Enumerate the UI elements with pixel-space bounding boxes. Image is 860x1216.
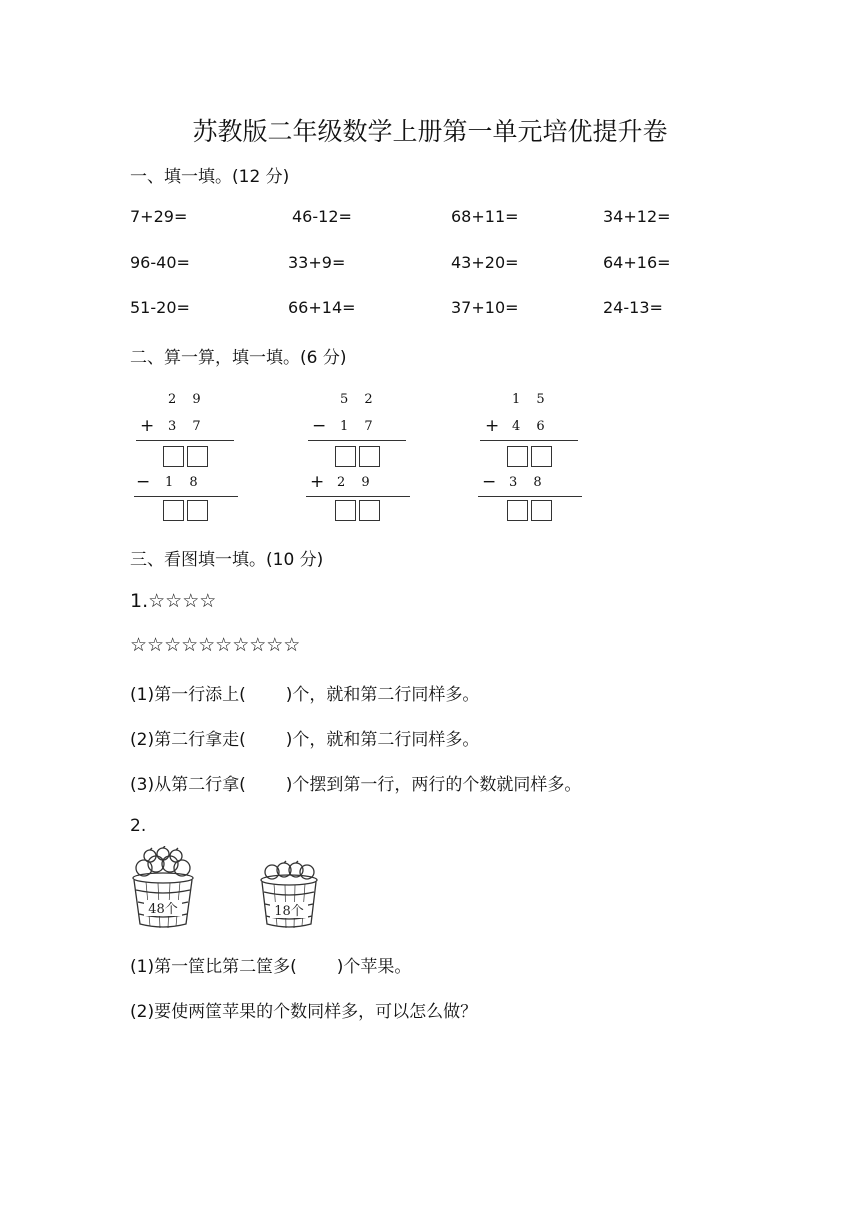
section1-heading: 一、填一填。(12 分)	[130, 167, 290, 187]
apple-basket-icon	[130, 846, 196, 930]
problem2-n1: 1 7	[340, 419, 379, 434]
answer-box[interactable]	[507, 446, 528, 467]
problem2-op1: −	[312, 416, 327, 436]
problem3-n1: 4 6	[512, 419, 551, 434]
problem3-top: 1 5	[512, 392, 551, 407]
answer-box[interactable]	[335, 446, 356, 467]
problem1-op1: +	[140, 416, 155, 436]
apple-basket-icon	[256, 846, 322, 930]
section2-heading: 二、算一算，填一填。(6 分)	[130, 348, 347, 368]
q2-item-2	[130, 997, 477, 1022]
answer-box[interactable]	[187, 500, 208, 521]
problem1-rule1	[136, 440, 234, 441]
expr-r1c1: 7+29=	[130, 207, 188, 226]
answer-box[interactable]	[187, 446, 208, 467]
q1-item-3	[130, 770, 581, 795]
q1-item-2-post: )个，就和第二行同样多。	[285, 730, 480, 750]
section3-heading: 三、看图填一填。(10 分)	[130, 550, 324, 570]
q2-item-1-post: )个苹果。	[336, 957, 412, 977]
expr-r3c2: 66+14=	[288, 298, 356, 317]
q1-item-3-pre: (3)从第二行拿(	[130, 775, 246, 795]
q1-item-1-post: )个，就和第二行同样多。	[285, 685, 480, 705]
problem2-rule2	[306, 496, 410, 497]
expr-r1c2: 46-12=	[292, 207, 352, 226]
q2-item-2-pre: (2)要使两筐苹果的个数同样多，可以怎么做？	[130, 1002, 478, 1022]
q2-item-1-pre: (1)第一筐比第二筐多(	[130, 957, 297, 977]
basket1-count: 48个	[148, 902, 178, 917]
q2-label: 2.	[130, 816, 147, 836]
q1-item-1	[130, 680, 479, 705]
expr-r3c4: 24-13=	[603, 298, 663, 317]
problem3-op2: −	[482, 472, 497, 492]
problem3-rule1	[480, 440, 578, 441]
expr-r2c3: 43+20=	[451, 253, 519, 272]
problem3-op1: +	[485, 416, 500, 436]
expr-r2c2: 33+9=	[288, 253, 346, 272]
expr-r2c4: 64+16=	[603, 253, 671, 272]
expr-r1c3: 68+11=	[451, 207, 519, 226]
problem2-top: 5 2	[340, 392, 379, 407]
q1-item-2	[130, 725, 479, 750]
problem3-rule2	[478, 496, 582, 497]
problem3-n2: 3 8	[509, 475, 548, 490]
expr-r3c3: 37+10=	[451, 298, 519, 317]
problem1-rule2	[134, 496, 238, 497]
answer-box[interactable]	[531, 446, 552, 467]
answer-box[interactable]	[163, 446, 184, 467]
expr-r2c1: 96-40=	[130, 253, 190, 272]
problem1-top: 2 9	[168, 392, 207, 407]
problem1-n2: 1 8	[165, 475, 204, 490]
q2-item-1	[130, 952, 411, 977]
answer-box[interactable]	[163, 500, 184, 521]
answer-box[interactable]	[531, 500, 552, 521]
q1-item-1-pre: (1)第一行添上(	[130, 685, 246, 705]
problem1-op2: −	[136, 472, 151, 492]
problem2-n2: 2 9	[337, 475, 376, 490]
q1-item-3-post: )个摆到第一行，两行的个数就同样多。	[285, 775, 582, 795]
star-row-2: ☆☆☆☆☆☆☆☆☆☆	[130, 634, 301, 656]
q1-item-2-pre: (2)第二行拿走(	[130, 730, 246, 750]
page-title: 苏教版二年级数学上册第一单元培优提升卷	[192, 117, 668, 146]
answer-box[interactable]	[335, 500, 356, 521]
expr-r3c1: 51-20=	[130, 298, 190, 317]
answer-box[interactable]	[359, 500, 380, 521]
star-row-1: 1.☆☆☆☆	[130, 590, 217, 612]
answer-box[interactable]	[507, 500, 528, 521]
expr-r1c4: 34+12=	[603, 207, 671, 226]
answer-box[interactable]	[359, 446, 380, 467]
problem1-n1: 3 7	[168, 419, 207, 434]
problem2-rule1	[308, 440, 406, 441]
problem2-op2: +	[310, 472, 325, 492]
basket2-count: 18个	[274, 904, 304, 919]
